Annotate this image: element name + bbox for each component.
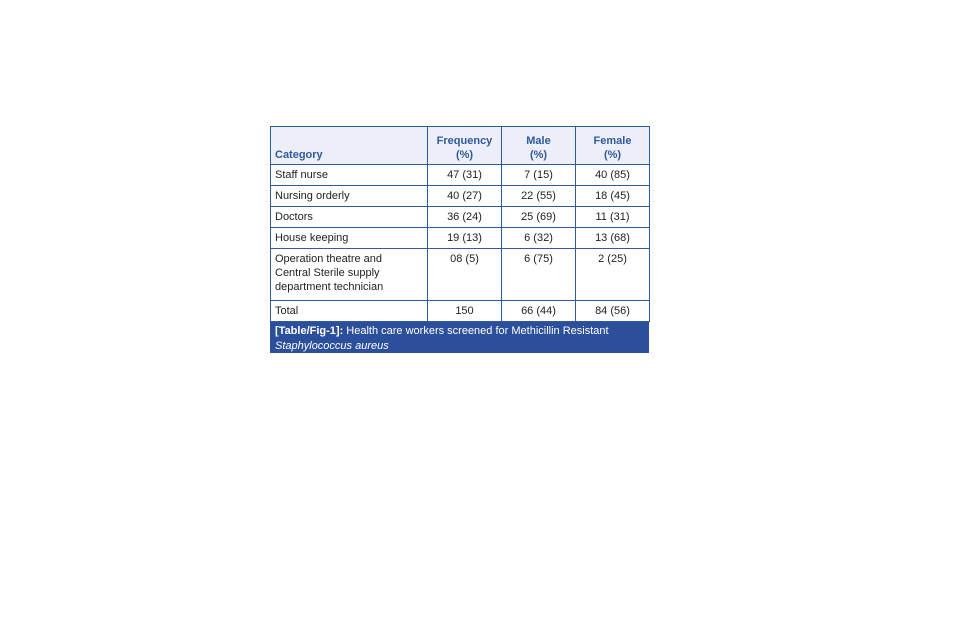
- cell-female: 18 (45): [576, 186, 650, 207]
- cell-male: 6 (75): [502, 249, 576, 301]
- header-frequency-line2: (%): [455, 149, 474, 161]
- table-row: [271, 207, 650, 228]
- cell-female: 40 (85): [576, 165, 650, 186]
- cell-frequency: 47 (31): [428, 165, 502, 186]
- table-figure: [270, 126, 649, 353]
- cell-male: 66 (44): [502, 301, 576, 322]
- health-care-workers-table: [270, 126, 650, 322]
- table-row: [271, 165, 650, 186]
- cell-frequency: 19 (13): [428, 228, 502, 249]
- cell-female: 13 (68): [576, 228, 650, 249]
- header-frequency: [428, 127, 502, 165]
- cell-category-line1: Operation theatre and: [275, 253, 383, 265]
- table-header-row: [271, 127, 650, 165]
- header-frequency-line1: Frequency: [436, 135, 493, 147]
- table-row: [271, 186, 650, 207]
- cell-male: 22 (55): [502, 186, 576, 207]
- cell-male: 6 (32): [502, 228, 576, 249]
- caption-text: Health care workers screened for Methicillin Resistant: [343, 325, 609, 337]
- table-row-total: [271, 301, 650, 322]
- header-female-line2: (%): [603, 149, 622, 161]
- header-male: [502, 127, 576, 165]
- cell-male: 25 (69): [502, 207, 576, 228]
- header-female: [576, 127, 650, 165]
- cell-category: Doctors: [271, 207, 428, 228]
- table-row: [271, 228, 650, 249]
- cell-female: 2 (25): [576, 249, 650, 301]
- caption-species: Staphylococcus aureus: [275, 340, 389, 352]
- cell-female: 84 (56): [576, 301, 650, 322]
- cell-frequency: 08 (5): [428, 249, 502, 301]
- table-caption: [270, 322, 649, 353]
- cell-category: House keeping: [271, 228, 428, 249]
- cell-category-line2: Central Sterile supply: [275, 267, 380, 279]
- cell-female: 11 (31): [576, 207, 650, 228]
- cell-category: Nursing orderly: [271, 186, 428, 207]
- cell-frequency: 40 (27): [428, 186, 502, 207]
- caption-label: [Table/Fig-1]:: [275, 325, 344, 337]
- header-male-line1: Male: [526, 135, 551, 147]
- header-category: Category: [271, 127, 428, 165]
- cell-category: [271, 249, 428, 301]
- cell-male: 7 (15): [502, 165, 576, 186]
- header-female-line1: Female: [593, 135, 632, 147]
- cell-category: Staff nurse: [271, 165, 428, 186]
- cell-category-line3: department technician: [275, 281, 384, 293]
- cell-category: Total: [271, 301, 428, 322]
- caption-line1: [275, 324, 644, 339]
- cell-frequency: 36 (24): [428, 207, 502, 228]
- cell-frequency: 150: [428, 301, 502, 322]
- header-male-line2: (%): [529, 149, 548, 161]
- table-row: [271, 249, 650, 301]
